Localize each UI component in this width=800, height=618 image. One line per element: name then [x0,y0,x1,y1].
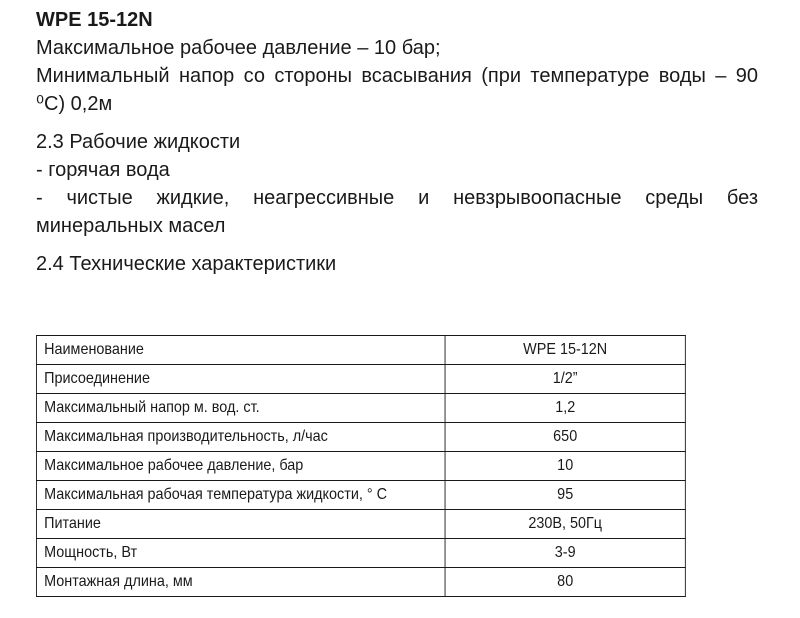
row-value: 1/2” [445,365,685,394]
row-name: Максимальная производительность, л/час [36,423,445,452]
table-row [36,394,685,423]
section-heading-specs: 2.4 Технические характеристики [36,253,337,275]
row-value: 10 [445,452,685,481]
table-row [36,452,685,481]
row-value: 230В, 50Гц [445,510,685,539]
table-row [36,365,685,394]
max-pressure-line: Максимальное рабочее давление – 10 бар; [36,37,441,59]
row-name: Максимальная рабочая температура жидкости, ° С [36,481,445,510]
row-name: Питание [36,510,445,539]
model-title: WPE 15-12N [36,9,153,31]
document-body [36,6,758,278]
table-row [36,539,685,568]
row-name: Присоединение [36,365,445,394]
row-value: 1,2 [445,394,685,423]
table-row [36,481,685,510]
header-name-cell: Наименование [36,336,445,365]
row-name: Максимальный напор м. вод. ст. [36,394,445,423]
header-value-cell: WPE 15-12N [445,336,685,365]
table-row [36,568,685,597]
row-name: Монтажная длина, мм [36,568,445,597]
row-value: 650 [445,423,685,452]
min-suction-head-line: Минимальный напор со стороны всасывания (при температуре воды – 90 ⁰С) 0,2м [36,65,758,115]
table-header-row [36,336,685,365]
row-name: Максимальное рабочее давление, бар [36,452,445,481]
row-value: 3-9 [445,539,685,568]
section-heading-fluids: 2.3 Рабочие жидкости [36,131,241,153]
row-value: 80 [445,568,685,597]
specs-table [36,335,686,597]
row-value: 95 [445,481,685,510]
table-row [36,510,685,539]
fluid-item: - горячая вода [36,159,170,181]
table-row [36,423,685,452]
row-name: Мощность, Вт [36,539,445,568]
fluid-item: - чистые жидкие, неагрессивные и невзрывоопасные среды без минеральных масел [36,187,758,237]
